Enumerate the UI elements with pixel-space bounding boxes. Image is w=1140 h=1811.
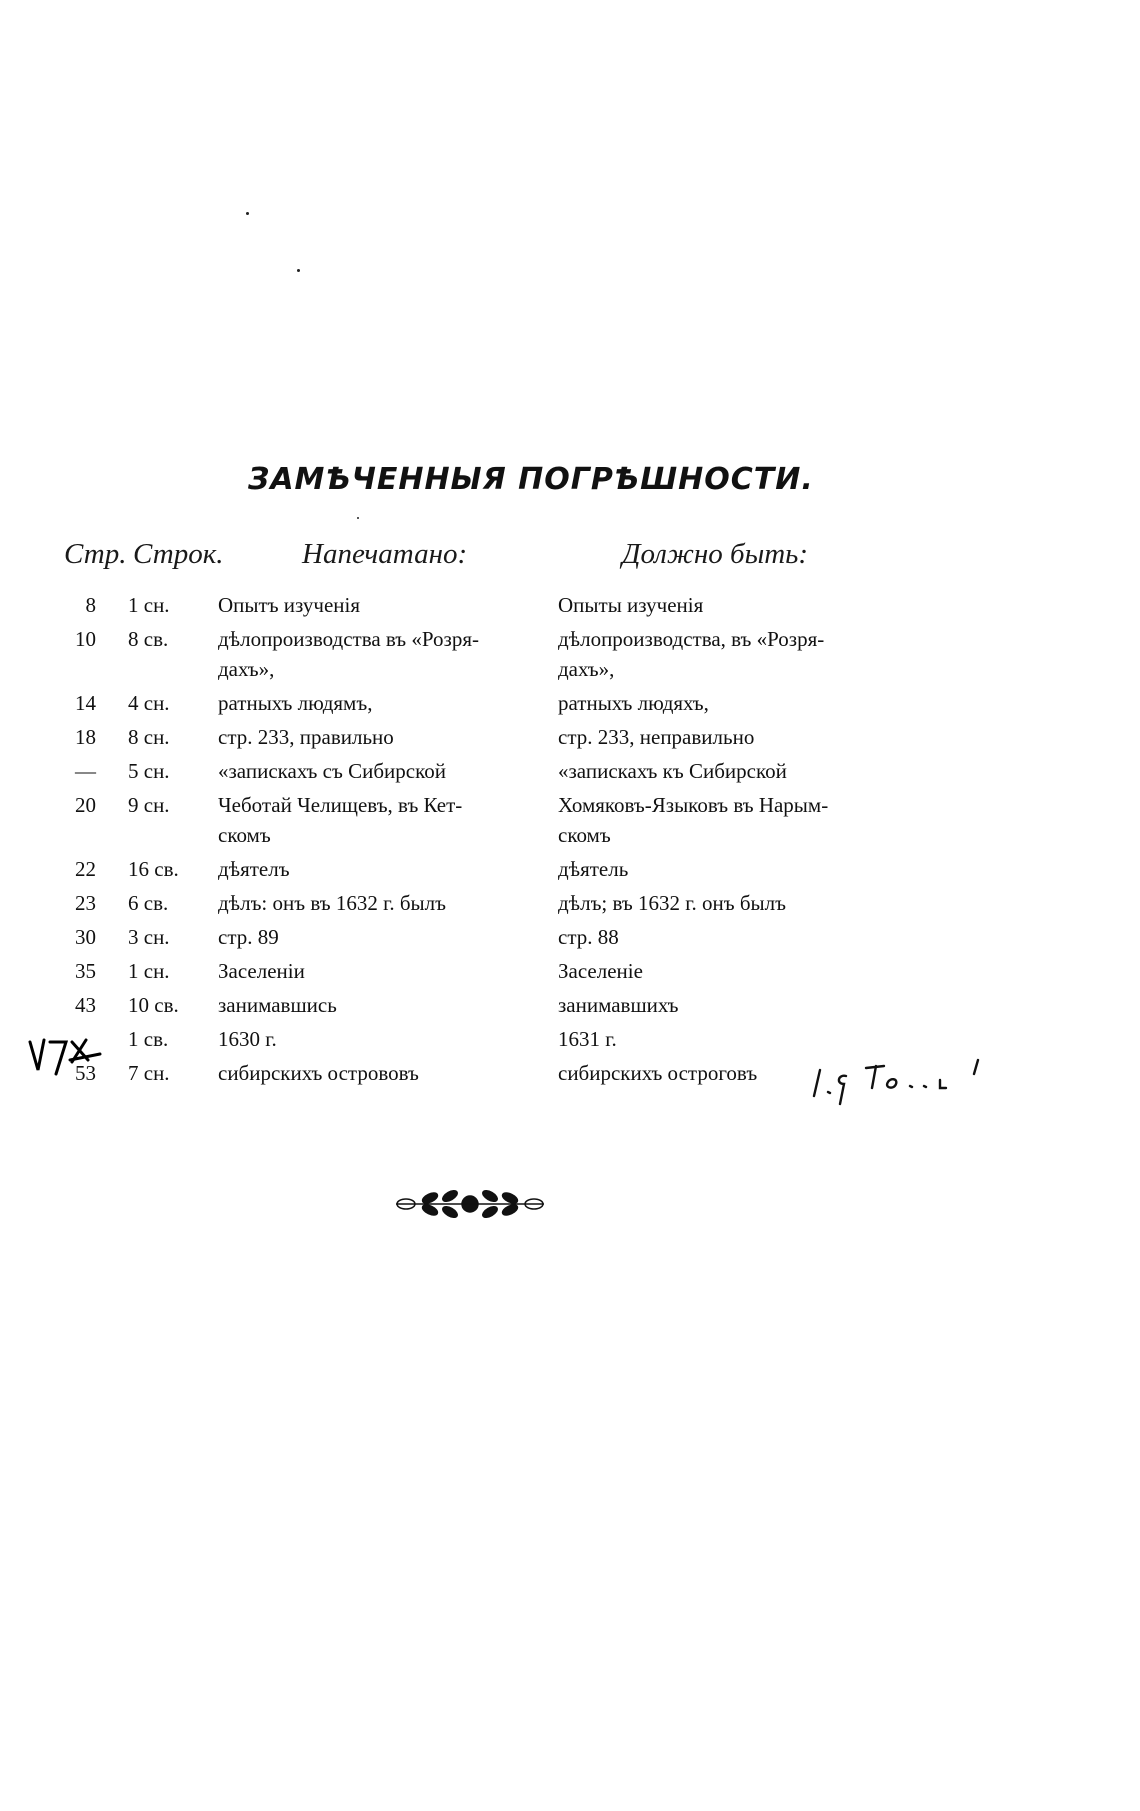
page-number-cell: 14 (75, 691, 96, 715)
correct-text-cell (558, 922, 619, 952)
correct-text-line: дахъ», (558, 657, 615, 681)
page-number-cell: — (75, 759, 96, 783)
header-printed: Напечатано: (302, 538, 468, 570)
correct-text-line: стр. 233, неправильно (558, 725, 755, 749)
speck (297, 269, 300, 272)
correct-text-line: дѣятель (558, 857, 629, 881)
correct-text-line: 1631 г. (558, 1027, 617, 1051)
printed-text-cell (218, 624, 479, 684)
correct-text-line: стр. 88 (558, 925, 619, 949)
printed-text-cell (218, 590, 360, 620)
printed-text-line: 1630 г. (218, 1027, 277, 1051)
printed-text-line: Чеботай Челищевъ, въ Кет- (218, 793, 463, 817)
ornament-icon (392, 1186, 548, 1222)
handwritten-margin-mark (26, 1034, 106, 1082)
errata-row (0, 590, 1140, 624)
correct-text-line: «запискахъ къ Сибирской (558, 759, 787, 783)
correct-text-line: занимавшихъ (558, 993, 679, 1017)
line-number-cell: 1 сн. (128, 959, 170, 983)
correct-text-cell (558, 990, 678, 1020)
printed-text-line: скомъ (218, 823, 271, 847)
printed-text-line: «запискахъ съ Сибирской (218, 759, 446, 783)
header-correct: Должно быть: (622, 538, 809, 570)
correct-text-cell (558, 722, 754, 752)
correct-text-cell (558, 756, 787, 786)
errata-row (0, 722, 1140, 756)
speck (246, 212, 249, 215)
correct-text-line: Хомяковъ-Языковъ въ Нарым- (558, 793, 829, 817)
correct-text-cell (558, 688, 709, 718)
errata-row (0, 922, 1140, 956)
page-number-cell: 20 (75, 793, 96, 817)
correct-text-cell (558, 590, 703, 620)
errata-row (0, 854, 1140, 888)
printed-text-cell (218, 990, 337, 1020)
page-number-cell: 23 (75, 891, 96, 915)
printed-text-line: Заселеніи (218, 959, 305, 983)
correct-text-cell (558, 1024, 617, 1054)
printed-text-line: дѣлъ: онъ въ 1632 г. былъ (218, 891, 446, 915)
page-title-text: ЗАМѢЧЕННЫЯ ПОГРѢШНОСТИ. (248, 462, 814, 497)
printed-text-cell (218, 722, 394, 752)
header-line: Строк. (133, 538, 224, 570)
printed-text-cell (218, 756, 446, 786)
printed-text-cell (218, 688, 372, 718)
printed-text-cell (218, 1024, 277, 1054)
correct-text-line: сибирскихъ остроговъ (558, 1061, 758, 1085)
correct-text-line: скомъ (558, 823, 611, 847)
printed-text-cell (218, 956, 305, 986)
correct-text-line: дѣлъ; въ 1632 г. онъ былъ (558, 891, 786, 915)
printed-text-line: дахъ», (218, 657, 275, 681)
printed-text-line: дѣятелъ (218, 857, 290, 881)
printed-text-cell (218, 1058, 419, 1088)
errata-table (0, 590, 1140, 1092)
correct-text-line: ратныхъ людяхъ, (558, 691, 709, 715)
line-number-cell: 8 св. (128, 627, 169, 651)
printed-text-line: ратныхъ людямъ, (218, 691, 373, 715)
line-number-cell: 4 сн. (128, 691, 170, 715)
line-number-cell: 6 св. (128, 891, 169, 915)
line-number-cell: 16 св. (128, 857, 179, 881)
printed-text-line: дѣлопроизводства въ «Розря- (218, 627, 480, 651)
correct-text-cell (558, 1058, 757, 1088)
page-number-cell: 53 (75, 1061, 96, 1085)
errata-row (0, 790, 1140, 854)
printed-text-cell (218, 854, 290, 884)
correct-text-line: дѣлопроизводства, въ «Розря- (558, 627, 825, 651)
line-number-cell: 3 сн. (128, 925, 170, 949)
page-number-cell: 35 (75, 959, 96, 983)
errata-row (0, 688, 1140, 722)
correct-text-line: Заселеніе (558, 959, 643, 983)
page-number-cell: 18 (75, 725, 96, 749)
printed-text-line: стр. 233, правильно (218, 725, 394, 749)
printed-text-cell (218, 888, 446, 918)
speck (357, 517, 359, 519)
line-number-cell: 5 сн. (128, 759, 170, 783)
page-number-cell: 8 (85, 593, 96, 617)
correct-text-cell (558, 624, 824, 684)
page-number-cell: 30 (75, 925, 96, 949)
correct-text-cell (558, 790, 828, 850)
printed-text-line: стр. 89 (218, 925, 279, 949)
line-number-cell: 8 сн. (128, 725, 170, 749)
printed-text-line: сибирскихъ острововъ (218, 1061, 419, 1085)
printed-text-cell (218, 790, 462, 850)
line-number-cell: 9 сн. (128, 793, 170, 817)
page-number-cell: 22 (75, 857, 96, 881)
header-page: Стр. (64, 538, 127, 570)
page-number-cell: 43 (75, 993, 96, 1017)
errata-row (0, 756, 1140, 790)
errata-row (0, 956, 1140, 990)
printed-text-line: Опытъ изученія (218, 593, 361, 617)
correct-text-cell (558, 956, 643, 986)
line-number-cell: 1 сн. (128, 593, 170, 617)
errata-row (0, 990, 1140, 1024)
correct-text-cell (558, 854, 628, 884)
line-number-cell: 1 св. (128, 1027, 169, 1051)
printed-text-cell (218, 922, 279, 952)
correct-text-cell (558, 888, 786, 918)
printed-text-line: занимавшись (218, 993, 337, 1017)
page-number-cell: 10 (75, 627, 96, 651)
errata-row (0, 624, 1140, 688)
correct-text-line: Опыты изученія (558, 593, 704, 617)
line-number-cell: 10 св. (128, 993, 179, 1017)
line-number-cell: 7 сн. (128, 1061, 170, 1085)
handwritten-note (800, 1052, 1020, 1112)
errata-row (0, 888, 1140, 922)
